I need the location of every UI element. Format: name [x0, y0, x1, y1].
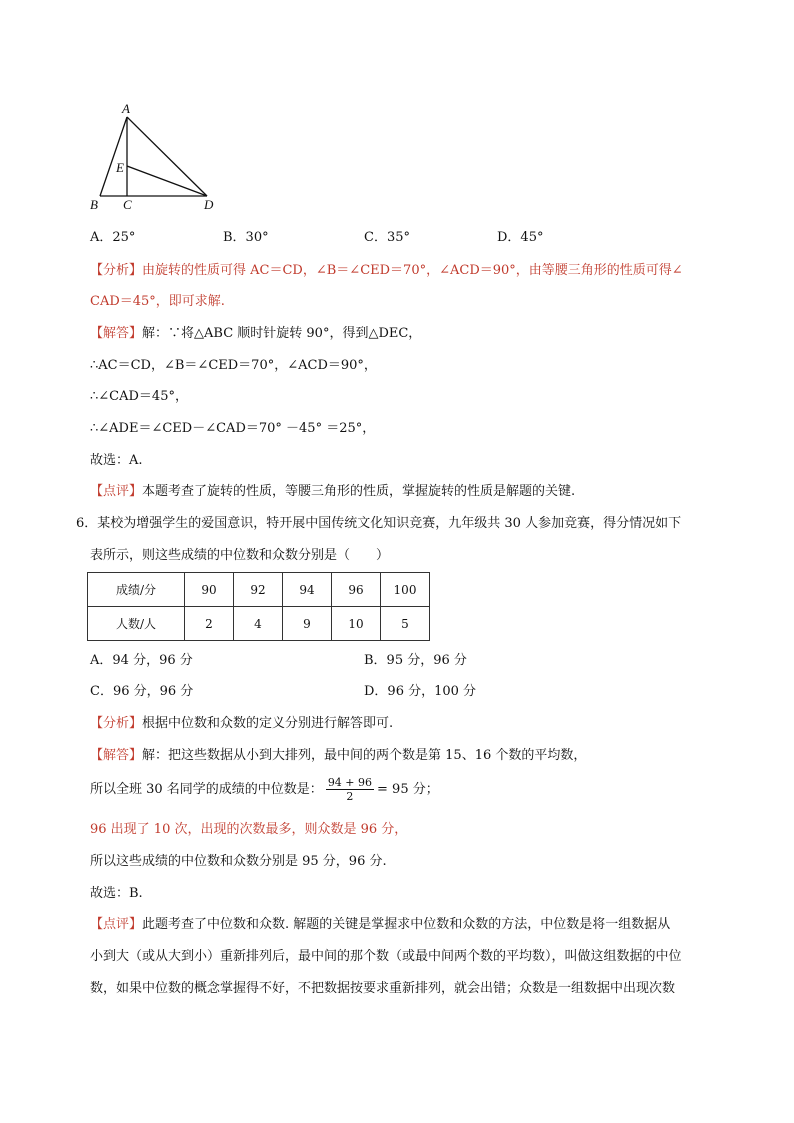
q6-comment-line-2: 小到大（或从大到小）重新排列后，最中间的那个数（或最中间两个数的平均数），叫做这组数据的中位 [90, 949, 682, 964]
q6-choice: 故选：B. [90, 886, 143, 901]
table-row [88, 573, 430, 607]
q6-answer-line-2 [90, 775, 439, 805]
label-e: E [116, 160, 124, 175]
table-cell: 100 [381, 573, 430, 607]
table-cell: 人数/人 [88, 607, 185, 641]
q5-analysis-tag: 【分析】 [90, 263, 143, 278]
q6-comment-line-1 [90, 916, 670, 934]
q5-option-b: B．30° [223, 230, 269, 245]
q5-comment-tag: 【点评】 [90, 484, 143, 499]
q6-option-b: B．95 分，96 分 [364, 653, 467, 668]
q6-comment-line-3: 数，如果中位数的概念掌握得不好，不把数据按要求重新排列，就会出错；众数是一组数据中出现次数 [90, 981, 676, 996]
scores-table [87, 572, 430, 641]
table-row [88, 607, 430, 641]
table-cell: 96 [332, 573, 381, 607]
q5-option-a: A．25° [90, 230, 136, 245]
q5-answer-line-2: ∴AC＝CD，∠B＝∠CED＝70°，∠ACD＝90°， [90, 358, 377, 373]
q5-answer-tag: 【解答】 [90, 326, 143, 341]
table-cell: 10 [332, 607, 381, 641]
q5-answer-line-3: ∴∠CAD＝45°， [90, 389, 188, 404]
q5-analysis-line-1 [90, 262, 683, 280]
table-cell: 2 [185, 607, 234, 641]
label-d: D [204, 197, 214, 212]
q5-choice: 故选：A. [90, 453, 143, 468]
table-cell: 成绩/分 [88, 573, 185, 607]
q6-stem-line-1: 6．某校为增强学生的爱国意识，特开展中国传统文化知识竞赛，九年级共 30 人参加竞赛，得分情况如下 [76, 516, 682, 531]
fraction-numerator: 94 + 96 [327, 776, 373, 789]
q5-analysis-text-1: 由旋转的性质可得 AC＝CD，∠B＝∠CED＝70°，∠ACD＝90°，由等腰三角形的性质可得∠ [142, 263, 683, 278]
q6-analysis-tag: 【分析】 [90, 716, 143, 731]
table-cell: 9 [283, 607, 332, 641]
q6-answer-line-3: 96 出现了 10 次，出现的次数最多，则众数是 96 分， [90, 822, 408, 837]
q6-answer-line-1 [90, 747, 586, 765]
q5-comment-line [90, 483, 575, 501]
table-cell: 4 [234, 607, 283, 641]
median-fraction [326, 776, 374, 803]
label-b: B [90, 197, 98, 212]
q6-answer-prefix: 所以全班 30 名同学的成绩的中位数是： [90, 782, 323, 797]
q6-comment-tag: 【点评】 [90, 917, 143, 932]
q5-analysis-line-2: CAD＝45°，即可求解. [90, 294, 225, 309]
q6-answer-tag: 【解答】 [90, 748, 143, 763]
label-c: C [123, 197, 132, 212]
q5-answer-line-1 [90, 325, 421, 343]
q5-option-d: D．45° [497, 230, 544, 245]
q6-comment-text-1: 此题考查了中位数和众数. 解题的关键是掌握求中位数和众数的方法，中位数是将一组数据从 [142, 917, 671, 932]
q5-answer-text-1: 解：∵将△ABC 顺时针旋转 90°，得到△DEC， [142, 326, 422, 341]
q6-answer-line-4: 所以这些成绩的中位数和众数分别是 95 分，96 分. [90, 854, 387, 869]
q6-answer-suffix: = 95 分； [377, 782, 439, 797]
q6-analysis-text: 根据中位数和众数的定义分别进行解答即可. [142, 716, 394, 731]
segment-ab [100, 117, 127, 196]
q6-option-c: C．96 分，96 分 [90, 684, 194, 699]
table-cell: 94 [283, 573, 332, 607]
q5-answer-line-4: ∴∠ADE＝∠CED－∠CAD＝70° －45° ＝25°， [90, 421, 376, 436]
q6-option-a: A．94 分，96 分 [90, 653, 193, 668]
fraction-denominator: 2 [346, 790, 354, 803]
segment-ad [127, 117, 207, 196]
q5-comment-text: 本题考查了旋转的性质，等腰三角形的性质，掌握旋转的性质是解题的关键. [142, 484, 576, 499]
q6-stem-line-2: 表所示，则这些成绩的中位数和众数分别是（ ） [90, 548, 390, 563]
q6-analysis-line [90, 715, 393, 733]
table-cell: 5 [381, 607, 430, 641]
table-cell: 92 [234, 573, 283, 607]
q5-option-c: C．35° [364, 230, 410, 245]
table-cell: 90 [185, 573, 234, 607]
q6-option-d: D．96 分，100 分 [364, 684, 477, 699]
q6-answer-text-1: 解：把这些数据从小到大排列，最中间的两个数是第 15、16 个数的平均数， [142, 748, 587, 763]
label-a: A [122, 101, 130, 116]
segment-ed [127, 166, 207, 196]
